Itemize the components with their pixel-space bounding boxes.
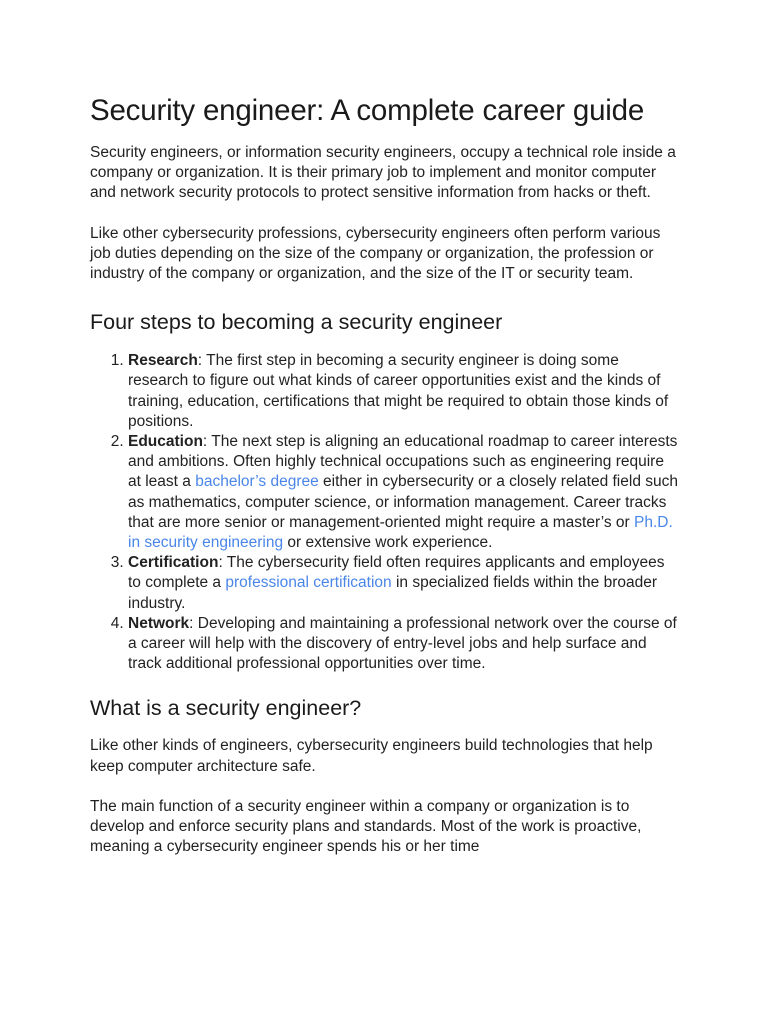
- steps-list: [90, 351, 678, 674]
- step-term: Research: [128, 352, 198, 370]
- bachelors-degree-link[interactable]: bachelor’s degree: [195, 473, 319, 491]
- step-text: either in cybersecurity or a closely related field such as mathematics, computer science, or information management. Career tracks that are more senior or management-oriented might require a master’s or: [128, 473, 678, 531]
- what-paragraph-1: Like other kinds of engineers, cybersecurity engineers build technologies that help keep computer architecture safe.: [90, 737, 653, 775]
- page-title: Security engineer: A complete career guide: [90, 94, 645, 127]
- what-heading: What is a security engineer?: [90, 696, 362, 721]
- what-paragraph-2: The main function of a security engineer within a company or organization is to develop and enforce security plans and standards. Most of the work is proactive, meaning a cybersecurity engineer spends his or her time: [90, 797, 642, 856]
- phd-security-engineering-link[interactable]: Ph.D. in security engineering: [128, 513, 673, 552]
- steps-heading: Four steps to becoming a security engineer: [90, 310, 503, 335]
- step-text: : Developing and maintaining a professional network over the course of a career will help with the discovery of entry-level jobs and help surface and track additional professional opportunities over time.: [128, 614, 677, 673]
- step-text: : The cybersecurity field often requires applicants and employees to complete a: [128, 554, 665, 592]
- step-term: Network: [128, 614, 190, 632]
- step-text: : The next step is aligning an educational roadmap to career interests and ambitions. Often highly technical occupations such as engineering require at least a: [128, 433, 678, 491]
- step-network: [128, 614, 678, 675]
- step-term: Certification: [128, 554, 219, 572]
- professional-certification-link[interactable]: professional certification: [225, 574, 392, 592]
- intro-paragraph-2: Like other cybersecurity professions, cybersecurity engineers often perform various job duties depending on the size of the company or organization, the profession or industry of the company or organization, and the size of the IT or security team.: [90, 224, 661, 283]
- step-certification: [128, 553, 678, 614]
- step-text: : The first step in becoming a security engineer is doing some research to figure out what kinds of career opportunities exist and the kinds of training, education, certifications that might be required to obtain those kinds of positions.: [128, 352, 669, 430]
- step-text: in specialized fields within the broader industry.: [128, 574, 658, 612]
- intro-paragraph-1: Security engineers, or information security engineers, occupy a technical role inside a company or organization. It is their primary job to implement and monitor computer and network security protocols to protect sensitive information from hacks or theft.: [90, 144, 676, 202]
- step-term: Education: [128, 433, 203, 451]
- step-research: [128, 351, 678, 432]
- step-education: [128, 432, 678, 553]
- step-text: or extensive work experience.: [283, 534, 493, 552]
